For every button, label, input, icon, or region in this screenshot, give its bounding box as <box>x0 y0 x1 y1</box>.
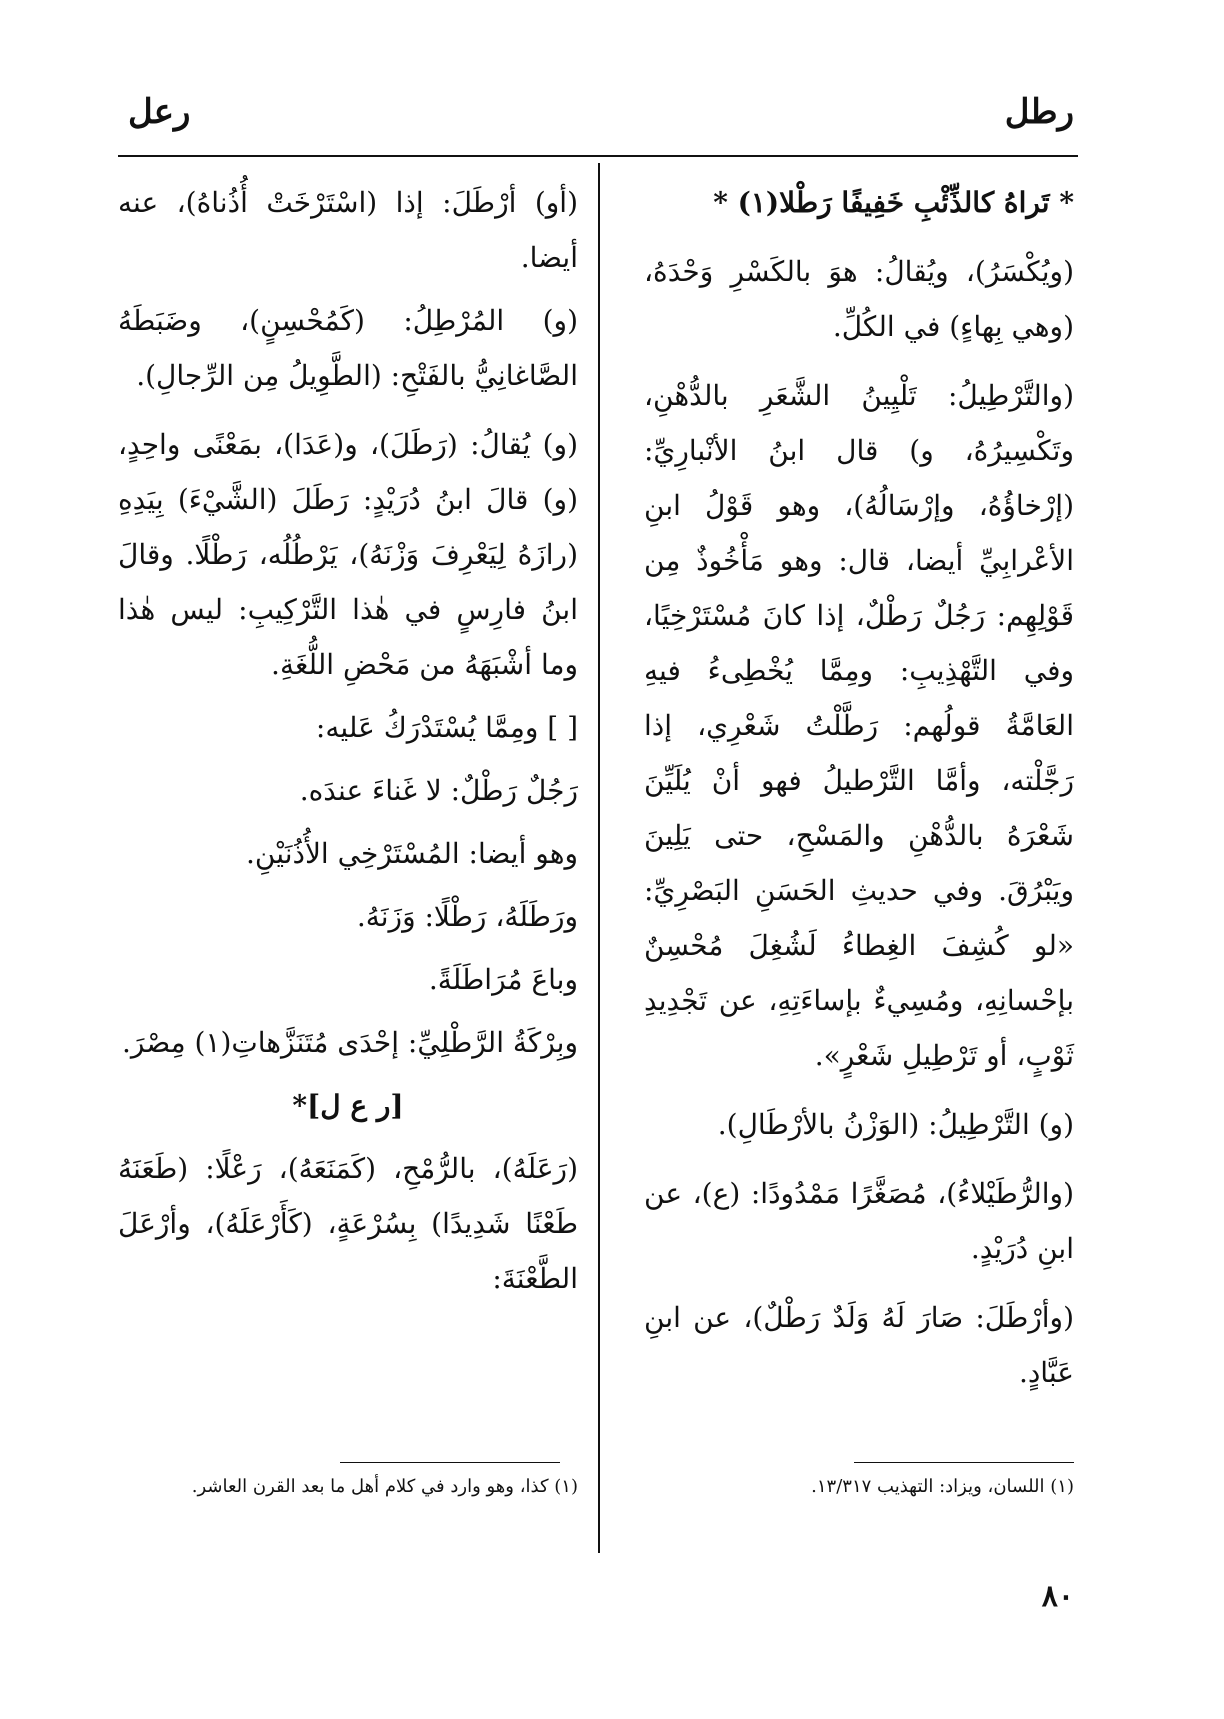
paragraph: (أو) أرْطَلَ: إذا (اسْتَرْخَتْ أُذُناهُ)، عنه أيضا. <box>118 186 578 274</box>
column-divider <box>598 163 600 1553</box>
paragraph: (و) المُرْطِلُ: (كَمُحْسِنٍ)، وضَبَطَهُ الصَّاغانِيُّ بالفَتْحِ: (الطَّوِيلُ مِن الرِّجالِ). <box>118 304 578 392</box>
paragraph: وبِرْكَةُ الرَّطْلِيِّ: إحْدَى مُتَنَزَّهاتِ(١) مِصْرَ. <box>121 1026 578 1059</box>
paragraph: (ويُكْسَرُ)، ويُقالُ: هوَ بالكَسْرِ وَحْدَهُ، (وهي بِهاءٍ) في الكُلِّ. <box>644 255 1074 343</box>
paragraph: (والتَّرْطِيلُ: تَلْيِينُ الشَّعَرِ بالدُّهْنِ، وتَكْسِيرُهُ، و) قال ابنُ الأنْبارِيِّ: (إرْخاؤُهُ، وإرْسَالُهُ)، وهو قَوْلُ ابنِ الأعْرابِيِّ أيضا، قال: وهو مَأْخُوذٌ مِن قَوْلِهِم: رَجُلٌ رَطْلٌ، إذا كانَ مُسْتَرْخِيًا، وفي التَّهْذِيبِ: ومِمَّا يُخْطِىءُ فيهِ العَامَّةُ قولُهم: رَطَّلْتُ شَعْرِي، إذا رَجَّلْته، وأمَّا التَّرْطيلُ فهو أنْ يُلَيِّنَ شَعْرَهُ بالدُّهْنِ والمَسْحِ، حتى يَلِينَ ويَبْرُقَ. وفي حديثِ الحَسَنِ البَصْرِيِّ: «لو كُشِفَ الغِطاءُ لَشُغِلَ مُحْسِنٌ بإحْسانِهِ، ومُسِيءٌ بإساءَتِهِ، عن تَجْدِيدِ ثَوْبٍ، أو تَرْطِيلِ شَعْرٍ». <box>644 379 1074 1072</box>
verse-line: * تَراهُ كالذِّئْبِ خَفِيفًا رَطْلا(١) * <box>713 186 1074 219</box>
footnote-right: (١) اللسان، ويزاد: التهذيب ١٣/٣١٧. <box>811 1476 1074 1497</box>
paragraph: ورَطَلَهُ، رَطْلًا: وَزَنَهُ. <box>356 900 578 933</box>
page-number: ٨٠ <box>1041 1579 1074 1614</box>
page-header-left: رعل <box>128 92 191 132</box>
paragraph: وهو أيضا: المُسْتَرْخِي الأُذُنَيْنِ. <box>246 837 578 870</box>
footnote-rule-right <box>854 1462 1074 1463</box>
footnote-rule-left <box>340 1462 560 1463</box>
paragraph: (والرُّطَيْلاءُ)، مُصَغَّرًا مَمْدُودًا: (ع)، عن ابنِ دُرَيْدٍ. <box>644 1177 1074 1265</box>
paragraph: (رَعَلَهُ)، بالرُّمْحِ، (كَمَنَعَهُ)، رَعْلًا: (طَعَنَهُ طَعْنًا شَدِيدًا) بِسُرْعَةٍ، (كَأَرْعَلَهُ)، وأرْعَلَ الطَّعْنَةَ: <box>118 1152 578 1295</box>
paragraph: وباعَ مُرَاطَلَةً. <box>428 963 578 996</box>
right-column <box>644 175 1074 1408</box>
footnote-left: (١) كذا، وهو وارد في كلام أهل ما بعد القرن العاشر. <box>191 1476 578 1497</box>
paragraph: [ ] ومِمَّا يُسْتَدْرَكُ عَليه: <box>315 711 578 744</box>
paragraph: رَجُلٌ رَطْلٌ: لا غَناءَ عندَه. <box>299 774 578 807</box>
left-column <box>118 175 578 1314</box>
paragraph: (و) يُقالُ: (رَطَلَ)، و(عَدَا)، بمَعْنًى واحِدٍ، (و) قالَ ابنُ دُرَيْدٍ: رَطَلَ (الشَّيْءَ) بِيَدِهِ (رازَهُ لِيَعْرِفَ وَزْنَهُ)، يَرْطُلُه، رَطْلًا. وقالَ ابنُ فارِسٍ في هٰذا التَّرْكِيبِ: ليس هٰذا وما أشْبَهَهُ من مَحْضِ اللُّغَةِ. <box>118 428 578 681</box>
entry-heading: [ر ع ل]* <box>292 1089 404 1122</box>
paragraph: (و) التَّرْطِيلُ: (الوَزْنُ بالأرْطَالِ). <box>717 1108 1074 1141</box>
header-rule <box>118 155 1078 157</box>
paragraph: (وأرْطَلَ: صَارَ لَهُ وَلَدٌ رَطْلٌ)، عن ابنِ عَبَّادٍ. <box>644 1301 1074 1389</box>
page-header-right: رطل <box>1004 92 1074 132</box>
